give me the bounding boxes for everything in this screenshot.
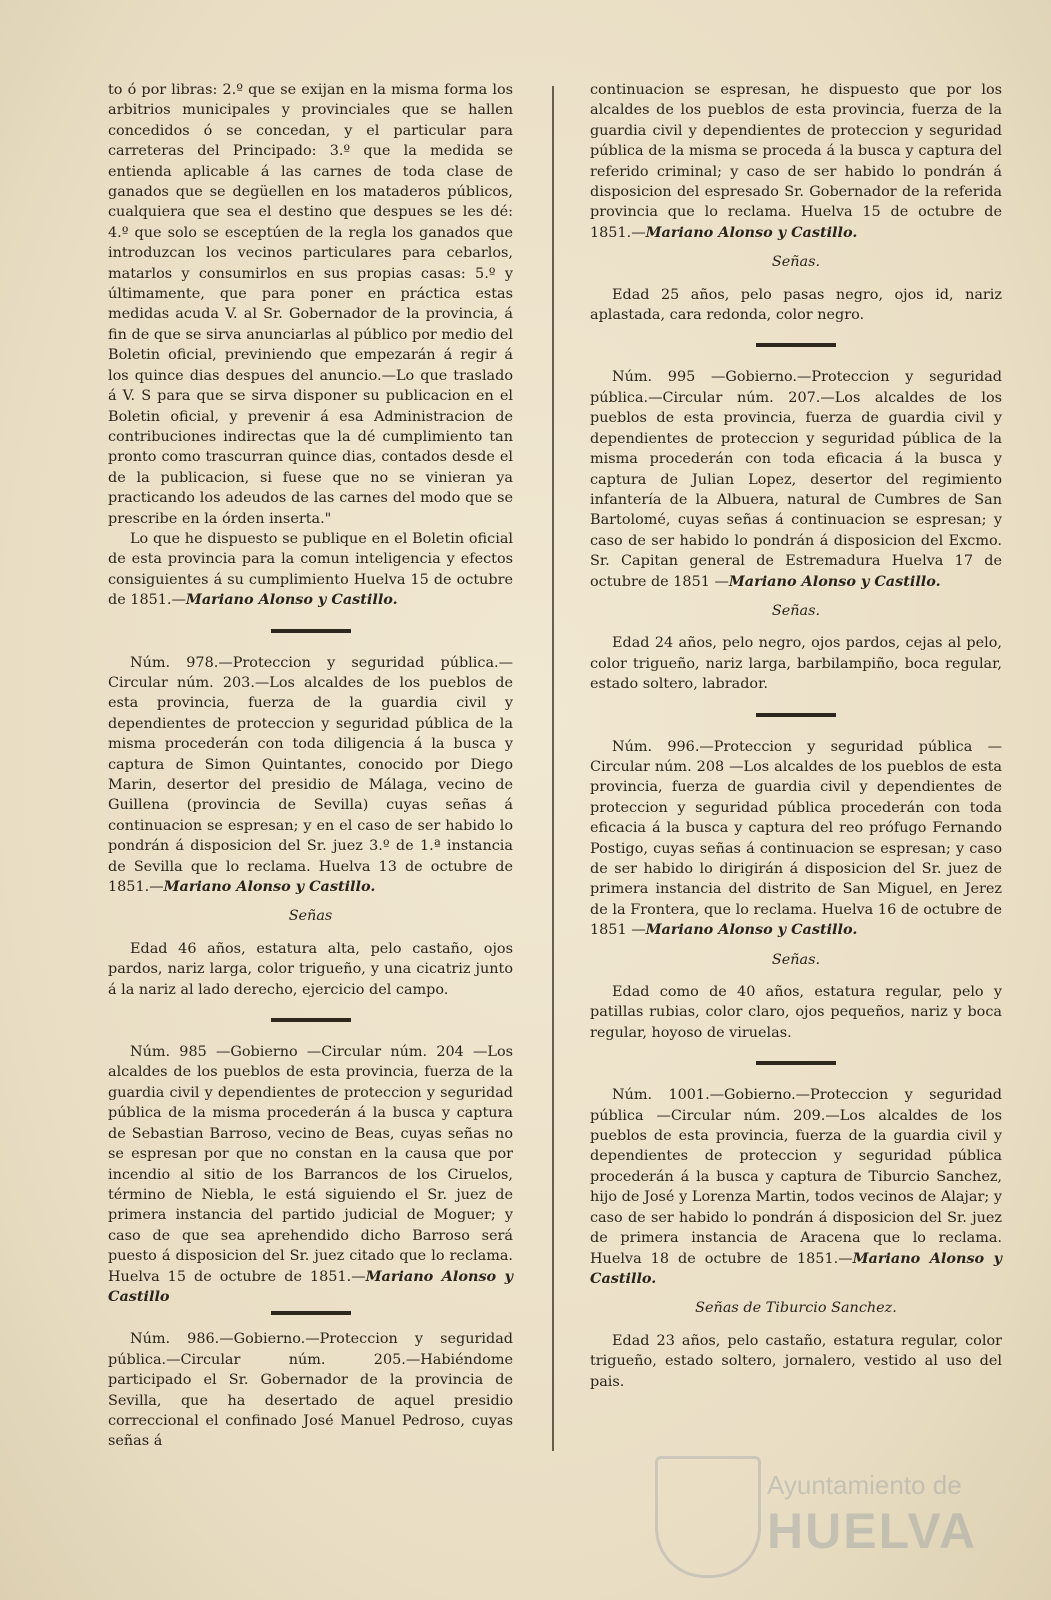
notice-996: Núm. 996.—Proteccion y seguridad pública —Circular núm. 208 —Los alcaldes de los pueblos de esta provincia, fuerza de guardia civil y dependientes de proteccion y seguridad pública procederán con toda eficacia á la busca y captura del reo prófugo Fernando Postigo, cuyas señas á continuacion se espresan; y caso de ser habido lo dirigirán á disposicion del Sr. juez de primera instancia del distrito de San Miguel, en Jerez de la Frontera, que lo reclama. Huelva 16 de octubre de 1851 —Mariano Alonso y Castillo. <box>590 738 1002 939</box>
separator-rule <box>271 629 351 633</box>
notice-996-signs: Edad como de 40 años, estatura regular, pelo y patillas rubias, color claro, ojos pequeños, nariz y boca regular, hoyoso de viruelas. <box>590 984 1002 1041</box>
notice-986-continued: continuacion se espresan, he dispuesto que por los alcaldes de los pueblos de esta provincia, fuerza de la guardia civil y dependientes de proteccion y seguridad pública de la misma se proceda á la busca y captura del referido criminal; y caso de ser habido lo pondrán á disposicion del espresado Sr. Gobernador de la referida provincia que lo reclama. Huelva 15 de octubre de 1851.—Mariano Alonso y Castillo. <box>590 82 1002 241</box>
separator-rule <box>756 343 836 347</box>
notice-986-signs-title: Señas. <box>771 254 821 271</box>
coat-of-arms-icon <box>655 1456 761 1578</box>
separator-rule <box>756 1061 836 1065</box>
notice-1001: Núm. 1001.—Gobierno.—Proteccion y seguridad pública —Circular núm. 209.—Los alcaldes de los pueblos de esta provincia, fuerza de la guardia civil y dependientes de proteccion y seguridad pública procederán á la busca y captura de Tiburcio Sanchez, hijo de José y Lorenza Martin, todos vecinos de Alajar; y caso de ser habido lo pondrán á disposicion del Sr. juez de primera instancia de Aracena que lo reclama. Huelva 18 de octubre de 1851.—Mariano Alonso y Castillo. <box>590 1087 1002 1287</box>
notice-985: Núm. 985 —Gobierno —Circular núm. 204 —Los alcaldes de los pueblos de esta provincia, fuerza de la guardia civil y dependientes de proteccion y seguridad pública de la misma procederán á la busca y captura de Sebastian Barroso, vecino de Beas, cuyas señas no se espresan por que no constan en la causa que por incendio al sitio de los Barrancos de los Ciruelos, término de Niebla, le está siguiendo el Sr. juez de primera instancia del partido judicial de Moguer; y caso de que sea aprehendido dicho Barroso será puesto á disposicion del Sr. juez citado que lo reclama. Huelva 15 de octubre de 1851.—Mariano Alonso y Castillo <box>108 1044 513 1305</box>
notice-978-signs: Edad 46 años, estatura alta, pelo castaño, ojos pardos, nariz larga, color trigueño, y una cicatriz junto á la nariz al lado derecho, ejercicio del campo. <box>108 940 513 998</box>
notice-985-signature: Mariano Alonso y Castillo <box>108 1267 513 1305</box>
right-column <box>590 80 1002 1392</box>
notice-986: Núm. 986.—Gobierno.—Proteccion y seguridad pública.—Circular núm. 205.—Habiéndome participado el Sr. Gobernador de la provincia de Sevilla, que ha desertado de aquel presidio correccional el confinado José Manuel Pedroso, cuyas señas á <box>108 1331 513 1450</box>
notice-1001-signs: Edad 23 años, pelo castaño, estatura regular, color trigueño, estado soltero, jornalero, vestido al uso del pais. <box>590 1332 1002 1390</box>
intro-signature: Mariano Alonso y Castillo. <box>185 591 398 609</box>
watermark-line1: Ayuntamiento de <box>767 1470 962 1500</box>
watermark <box>655 1448 1000 1578</box>
column-divider <box>552 86 554 1451</box>
watermark-line2: HUELVA <box>767 1503 978 1559</box>
separator-rule <box>756 713 836 717</box>
notice-995-signs-title: Señas. <box>771 602 821 619</box>
notice-978-signs-title: Señas <box>288 908 333 925</box>
separator-rule <box>271 1018 351 1022</box>
notice-986-signs: Edad 25 años, pelo pasas negro, ojos id, nariz aplastada, cara redonda, color negro. <box>590 286 1002 324</box>
intro-text: to ó por libras: 2.º que se exijan en la misma forma los arbitrios municipales y provinciales que se hallen concedidos ó se concedan, y el particular para carreteras del Principado: 3.º que la medida se entienda aplicable á las carnes de toda clase de ganados que se degüellen en los mataderos públicos, cualquiera que sea el destino que despues se les dé: 4.º que solo se esceptúen de la regla los ganados que introduzcan los vecinos particulares para cebarlos, matarlos y consumirlos en sus propias casas: 5.º y últimamente, que para poner en práctica estas medidas acuda V. al Sr. Gobernador de la provincia, á fin de que se sirva anunciarlas al público por medio del Boletin oficial, previniendo que empezarán á regir á los quince dias despues del anuncio.—Lo que traslado á V. S para que se sirva disponer su publicacion en el Boletin oficial, y prevenir á esa Administracion de contribuciones indirectas que la dé cumplimiento tan pronto como trascurran quince dias, contados desde el de la publicacion, si fuese que no se vinieran ya practicando los adeudos de las carnes del modo que se prescribe en la órden inserta." <box>108 82 513 527</box>
notice-995-signs: Edad 24 años, pelo negro, ojos pardos, cejas al pelo, color trigueño, nariz larga, barbilampiño, boca regular, estado soltero, labrador. <box>590 635 1002 693</box>
notice-986-signature: Mariano Alonso y Castillo. <box>645 223 858 241</box>
notice-995: Núm. 995 —Gobierno.—Proteccion y seguridad pública.—Circular núm. 207.—Los alcaldes de los pueblos de esta provincia, fuerza de guardia civil y dependientes de proteccion y seguridad pública de la misma procederán con toda eficacia á la busca y captura de Julian Lopez, desertor del regimiento infantería de la Albuera, natural de Cumbres de San Bartolomé, cuyas señas á continuacion se espresan; y caso de ser habido lo pondrán á disposicion del Excmo. Sr. Capitan general de Estremadura Huelva 17 de octubre de 1851 —Mariano Alonso y Castillo. <box>590 369 1002 590</box>
notice-995-signature: Mariano Alonso y Castillo. <box>728 572 941 590</box>
notice-996-signs-title: Señas. <box>771 951 821 968</box>
notice-978: Núm. 978.—Proteccion y seguridad pública.—Circular núm. 203.—Los alcaldes de los pueblos de esta provincia, fuerza de la guardia civil y dependientes de proteccion y seguridad pública de la misma procederán con toda diligencia á la busca y captura de Simon Quintantes, conocido por Diego Marin, desertor del presidio de Málaga, vecino de Guillena (provincia de Sevilla) cuyas señas á continuacion se espresan; y en el caso de ser habido lo pondrán á disposicion del Sr. juez 3.º de 1.ª instancia de Sevilla que lo reclama. Huelva 13 de octubre de 1851.—Mariano Alonso y Castillo. <box>108 654 513 896</box>
left-column <box>108 80 513 1452</box>
notice-1001-signs-title: Señas de Tiburcio Sanchez. <box>695 1300 897 1317</box>
intro-close: Lo que he dispuesto se publique en el Boletin oficial de esta provincia para la comun inteligencia y efectos consiguientes á su cumplimiento Huelva 15 de octubre de 1851.—Mariano Alonso y Castillo. <box>108 530 513 609</box>
notice-996-signature: Mariano Alonso y Castillo. <box>645 921 858 939</box>
notice-1001-signature: Mariano Alonso y Castillo. <box>590 1249 1002 1287</box>
notice-978-signature: Mariano Alonso y Castillo. <box>163 878 376 896</box>
separator-rule <box>271 1311 351 1315</box>
